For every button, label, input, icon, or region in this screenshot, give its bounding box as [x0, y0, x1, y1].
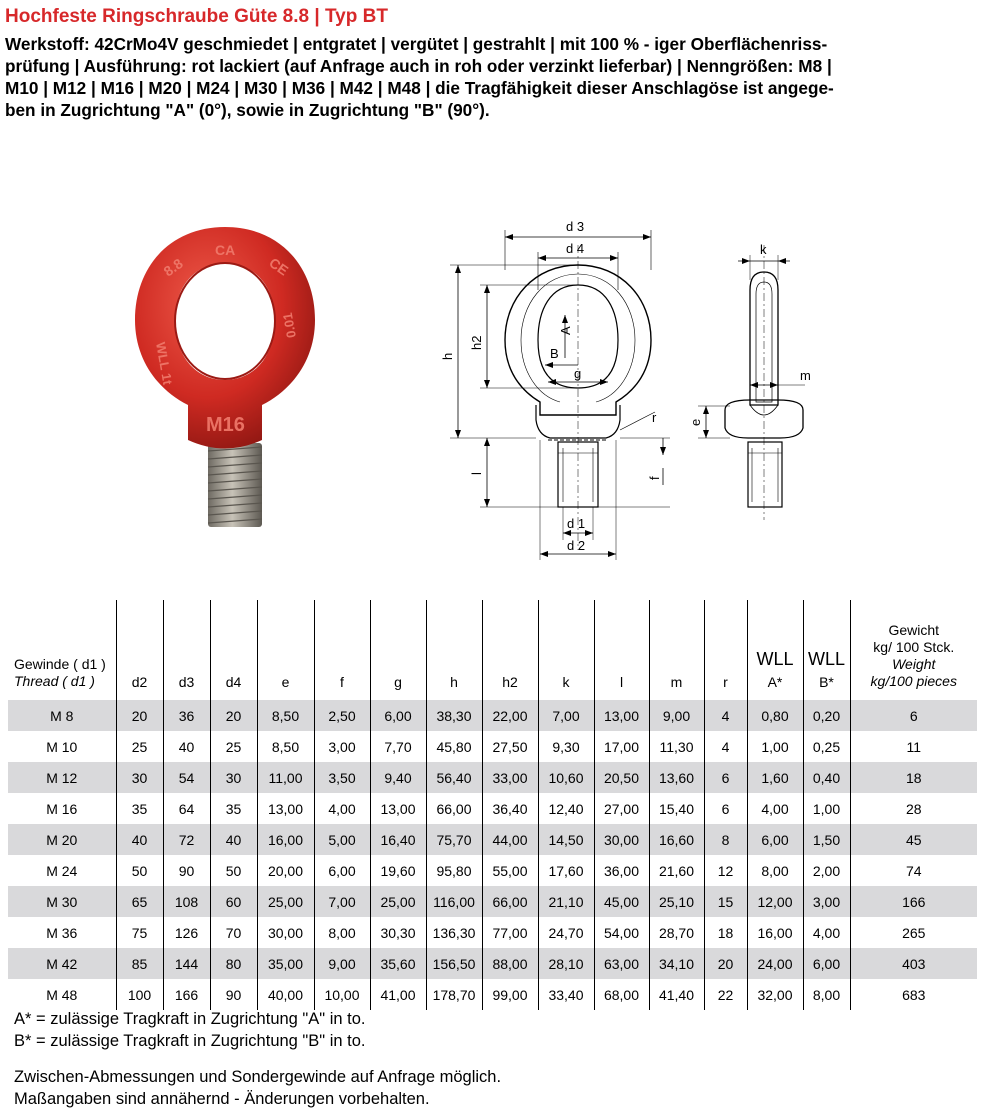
table-cell: 28,10: [538, 948, 594, 979]
table-cell: 683: [850, 979, 977, 1010]
footnote-disclaimer: Maßangaben sind annähernd - Änderungen vorbehalten.: [14, 1090, 430, 1108]
table-cell: 30: [116, 762, 163, 793]
table-cell: 40: [116, 824, 163, 855]
dim-label-f: f: [647, 476, 662, 480]
header-d4: d4: [210, 600, 257, 700]
table-cell: 6,00: [747, 824, 803, 855]
table-cell: 6,00: [314, 855, 370, 886]
footnote-availability: Zwischen-Abmessungen und Sondergewinde auf Anfrage möglich.: [14, 1068, 502, 1086]
table-cell: 41,40: [649, 979, 704, 1010]
header-weight-de2: kg/ 100 Stck.: [873, 639, 955, 655]
table-cell: 27,00: [594, 793, 649, 824]
dim-label-r: r: [652, 410, 657, 425]
table-cell: 9,30: [538, 731, 594, 762]
dim-label-d4: d 4: [566, 241, 585, 256]
table-cell: 24,70: [538, 917, 594, 948]
table-cell: 8,00: [314, 917, 370, 948]
table-cell: 20: [210, 700, 257, 731]
header-wll-b-top: WLL: [807, 649, 845, 669]
table-cell: 33,40: [538, 979, 594, 1010]
dim-label-e: e: [688, 418, 703, 426]
table-cell: 6: [704, 762, 747, 793]
header-h: h: [426, 600, 482, 700]
table-cell: 25,00: [257, 886, 314, 917]
ring-marking: 0.01: [279, 311, 299, 340]
table-cell-thread: M 16: [46, 800, 78, 817]
table-cell: 28: [850, 793, 977, 824]
header-wll-b: [803, 600, 850, 700]
table-cell: 4: [704, 700, 747, 731]
table-cell: 13,00: [257, 793, 314, 824]
table-cell: 13,00: [594, 700, 649, 731]
header-wll-a-top: WLL: [756, 649, 794, 669]
table-cell: 3,00: [803, 886, 850, 917]
table-cell: 28,70: [649, 917, 704, 948]
dim-label-A: A: [558, 326, 573, 335]
header-g: g: [370, 600, 426, 700]
table-cell: 403: [850, 948, 977, 979]
table-cell: 75: [116, 917, 163, 948]
table-cell: 40: [210, 824, 257, 855]
description-line: Werkstoff: 42CrMo4V geschmiedet | entgratet | vergütet | gestrahlt | mit 100 % - iger Oberflächenriss-: [5, 34, 828, 54]
table-cell-thread: M 36: [46, 924, 78, 941]
header-thread: [8, 600, 116, 700]
table-cell: 136,30: [426, 917, 482, 948]
table-cell: 38,30: [426, 700, 482, 731]
table-cell: 108: [163, 886, 210, 917]
table-cell: 7,00: [538, 700, 594, 731]
table-cell: 36: [163, 700, 210, 731]
table-cell: 63,00: [594, 948, 649, 979]
table-cell: 77,00: [482, 917, 538, 948]
table-cell-thread: M 42: [8, 948, 116, 979]
table-cell: 265: [850, 917, 977, 948]
table-cell: 99,00: [482, 979, 538, 1010]
table-cell: 35,60: [370, 948, 426, 979]
table-cell: 1,00: [803, 793, 850, 824]
table-cell: 9,40: [370, 762, 426, 793]
header-e: e: [257, 600, 314, 700]
description-line: ben in Zugrichtung "A" (0°), sowie in Zugrichtung "B" (90°).: [5, 100, 490, 120]
table-cell: 80: [210, 948, 257, 979]
header-d2: d2: [116, 600, 163, 700]
table-cell: 16,00: [747, 917, 803, 948]
table-cell: 20,50: [594, 762, 649, 793]
table-cell: 0,80: [747, 700, 803, 731]
table-cell: 30: [210, 762, 257, 793]
table-cell: 90: [210, 979, 257, 1010]
table-row: [8, 793, 977, 824]
table-cell: 54,00: [594, 917, 649, 948]
table-cell: 88,00: [482, 948, 538, 979]
table-cell: 70: [210, 917, 257, 948]
table-cell: 90: [163, 855, 210, 886]
table-cell: 18: [850, 762, 977, 793]
table-cell: 10,00: [314, 979, 370, 1010]
table-cell: 9,00: [314, 948, 370, 979]
table-cell: 30,00: [594, 824, 649, 855]
table-cell: 3,00: [314, 731, 370, 762]
header-l: l: [594, 600, 649, 700]
table-cell: 95,80: [426, 855, 482, 886]
table-cell: 45,00: [594, 886, 649, 917]
table-row: [8, 700, 977, 731]
table-row: [8, 762, 977, 793]
dim-label-k: k: [760, 242, 767, 257]
dim-label-h2: h2: [469, 335, 484, 350]
table-cell: 32,00: [747, 979, 803, 1010]
table-cell: 36,00: [594, 855, 649, 886]
table-cell: 4,00: [314, 793, 370, 824]
table-cell: 12,40: [538, 793, 594, 824]
table-cell: 7,70: [370, 731, 426, 762]
table-cell: 12: [704, 855, 747, 886]
footnote-b: B* = zulässige Tragkraft in Zugrichtung "B" in to.: [14, 1032, 366, 1050]
table-cell: 4,00: [747, 793, 803, 824]
table-cell: 50: [116, 855, 163, 886]
table-cell: 126: [163, 917, 210, 948]
header-m: m: [649, 600, 704, 700]
table-cell: 13,00: [370, 793, 426, 824]
table-cell: 5,00: [314, 824, 370, 855]
table-cell: 66,00: [426, 793, 482, 824]
table-cell: 8: [704, 824, 747, 855]
table-cell: 8,50: [257, 700, 314, 731]
table-cell: 25: [210, 731, 257, 762]
dim-label-l: l: [469, 472, 484, 475]
table-cell: 8,50: [257, 731, 314, 762]
table-cell: 72: [163, 824, 210, 855]
table-cell: 6: [850, 700, 977, 731]
header-h2: h2: [482, 600, 538, 700]
table-cell-thread: M 30: [8, 886, 116, 917]
table-cell-thread: M 12: [8, 762, 116, 793]
ring-marking: CA: [215, 242, 236, 258]
table-cell: 116,00: [426, 886, 482, 917]
header-r: r: [704, 600, 747, 700]
footnotes: [14, 1008, 501, 1110]
table-cell: 17,00: [594, 731, 649, 762]
header-wll-a-label: A*: [767, 674, 783, 690]
table-cell: 166: [850, 886, 977, 917]
header-k: k: [538, 600, 594, 700]
description-line: prüfung | Ausführung: rot lackiert (auf Anfrage auch in roh oder verzinkt lieferbar) | Nenngrößen: M8 |: [5, 56, 832, 76]
table-cell: 2,50: [314, 700, 370, 731]
table-cell: 7,00: [314, 886, 370, 917]
table-cell: 22,00: [482, 700, 538, 731]
table-cell: 18: [704, 917, 747, 948]
table-cell: 44,00: [482, 824, 538, 855]
table-cell: 74: [850, 855, 977, 886]
table-cell: 35: [116, 793, 163, 824]
table-cell: 166: [163, 979, 210, 1010]
ring-marking: WLL 1t: [153, 340, 176, 386]
dim-label-d1: d 1: [567, 516, 586, 531]
table-cell: 25,10: [649, 886, 704, 917]
table-cell: 25,00: [370, 886, 426, 917]
technical-drawing: [430, 210, 830, 570]
header-d3: d3: [163, 600, 210, 700]
table-cell: 40: [163, 731, 210, 762]
table-cell: 1,00: [747, 731, 803, 762]
spec-table: [8, 600, 977, 1010]
table-cell: 56,40: [426, 762, 482, 793]
table-cell: 35: [210, 793, 257, 824]
table-cell: 13,60: [649, 762, 704, 793]
table-cell: 6,00: [803, 948, 850, 979]
header-wll-a: [747, 600, 803, 700]
table-cell: 11,00: [257, 762, 314, 793]
table-cell: 1,50: [803, 824, 850, 855]
header-thread-en: Thread ( d1 ): [14, 673, 95, 689]
table-cell: 16,00: [257, 824, 314, 855]
header-f: f: [314, 600, 370, 700]
table-cell: 11,30: [649, 731, 704, 762]
description-line: M10 | M12 | M16 | M20 | M24 | M30 | M36 | M42 | M48 | die Tragfähigkeit dieser Anschlagöse ist angege-: [5, 78, 834, 98]
table-cell: 24,00: [747, 948, 803, 979]
table-row: [8, 979, 977, 1010]
table-cell: 0,40: [803, 762, 850, 793]
dim-label-g: g: [574, 366, 582, 381]
table-cell: 100: [116, 979, 163, 1010]
table-cell: 50: [210, 855, 257, 886]
page-title: Hochfeste Ringschraube Güte 8.8 | Typ BT: [5, 6, 388, 27]
header-weight: [850, 600, 977, 700]
dim-label-d2: d 2: [567, 538, 586, 553]
table-cell: 15,40: [649, 793, 704, 824]
table-cell: 25: [116, 731, 163, 762]
table-cell: 40,00: [257, 979, 314, 1010]
table-cell-thread: M 8: [8, 700, 116, 731]
table-cell: 16,40: [370, 824, 426, 855]
table-cell: 144: [163, 948, 210, 979]
table-cell: 3,50: [314, 762, 370, 793]
table-cell: 30,30: [370, 917, 426, 948]
dim-label-d3: d 3: [566, 219, 585, 234]
table-row: [8, 948, 977, 979]
table-cell: 45,80: [426, 731, 482, 762]
table-cell: 64: [163, 793, 210, 824]
table-header-row: [8, 600, 977, 700]
table-cell: 22: [704, 979, 747, 1010]
table-cell: 19,60: [370, 855, 426, 886]
table-row: [8, 731, 977, 762]
table-cell: 178,70: [426, 979, 482, 1010]
table-cell: 14,50: [538, 824, 594, 855]
table-cell: 20: [704, 948, 747, 979]
header-weight-en1: Weight: [892, 656, 936, 672]
table-cell: 20: [116, 700, 163, 731]
header-wll-b-label: B*: [819, 674, 834, 690]
table-cell: 68,00: [594, 979, 649, 1010]
description: [5, 33, 975, 121]
table-cell: 16,60: [649, 824, 704, 855]
table-cell: 6: [704, 793, 747, 824]
dim-label-B: B: [550, 346, 559, 361]
table-cell: 1,60: [747, 762, 803, 793]
ring-marking: 8.8: [160, 255, 186, 280]
table-cell: 12,00: [747, 886, 803, 917]
table-cell: 9,00: [649, 700, 704, 731]
table-cell: 66,00: [482, 886, 538, 917]
table-cell: 55,00: [482, 855, 538, 886]
table-cell: 36,40: [482, 793, 538, 824]
table-cell: 30,00: [257, 917, 314, 948]
table-cell: 17,60: [538, 855, 594, 886]
table-row: [8, 824, 977, 855]
table-row: [8, 886, 977, 917]
table-cell: 33,00: [482, 762, 538, 793]
table-cell: 0,25: [803, 731, 850, 762]
table-cell-thread: M 48: [46, 986, 78, 1003]
table-cell-thread: M 10: [46, 738, 78, 755]
header-thread-de: Gewinde ( d1 ): [14, 656, 106, 672]
table-cell: 54: [163, 762, 210, 793]
table-cell: 10,60: [538, 762, 594, 793]
table-cell: 27,50: [482, 731, 538, 762]
table-cell: 20,00: [257, 855, 314, 886]
table-cell: 11: [850, 731, 977, 762]
table-cell: 60: [210, 886, 257, 917]
table-cell: 75,70: [426, 824, 482, 855]
table-cell: 85: [116, 948, 163, 979]
table-cell: 35,00: [257, 948, 314, 979]
table-cell: 2,00: [803, 855, 850, 886]
table-cell: 156,50: [426, 948, 482, 979]
table-cell: 6,00: [370, 700, 426, 731]
eye-bolt-photo: [130, 225, 320, 535]
footnote-a: A* = zulässige Tragkraft in Zugrichtung "A" in to.: [14, 1010, 366, 1028]
table-row: [8, 917, 977, 948]
table-cell: 34,10: [649, 948, 704, 979]
ring-marking: CE: [266, 254, 292, 279]
table-cell: 41,00: [370, 979, 426, 1010]
header-weight-de1: Gewicht: [888, 622, 940, 638]
table-cell-thread: M 24: [46, 862, 78, 879]
table-cell: 4,00: [803, 917, 850, 948]
table-cell: 65: [116, 886, 163, 917]
table-cell: 4: [704, 731, 747, 762]
table-cell: 8,00: [803, 979, 850, 1010]
table-cell: 15: [704, 886, 747, 917]
table-cell: 0,20: [803, 700, 850, 731]
dim-label-h: h: [440, 352, 455, 360]
table-cell: 21,10: [538, 886, 594, 917]
table-cell-thread: M 20: [8, 824, 116, 855]
table-cell: 21,60: [649, 855, 704, 886]
ring-marking: M16: [206, 414, 245, 436]
table-cell: 8,00: [747, 855, 803, 886]
table-row: [8, 855, 977, 886]
dim-label-m: m: [800, 368, 811, 383]
header-weight-en2: kg/100 pieces: [870, 673, 957, 689]
table-cell: 45: [850, 824, 977, 855]
